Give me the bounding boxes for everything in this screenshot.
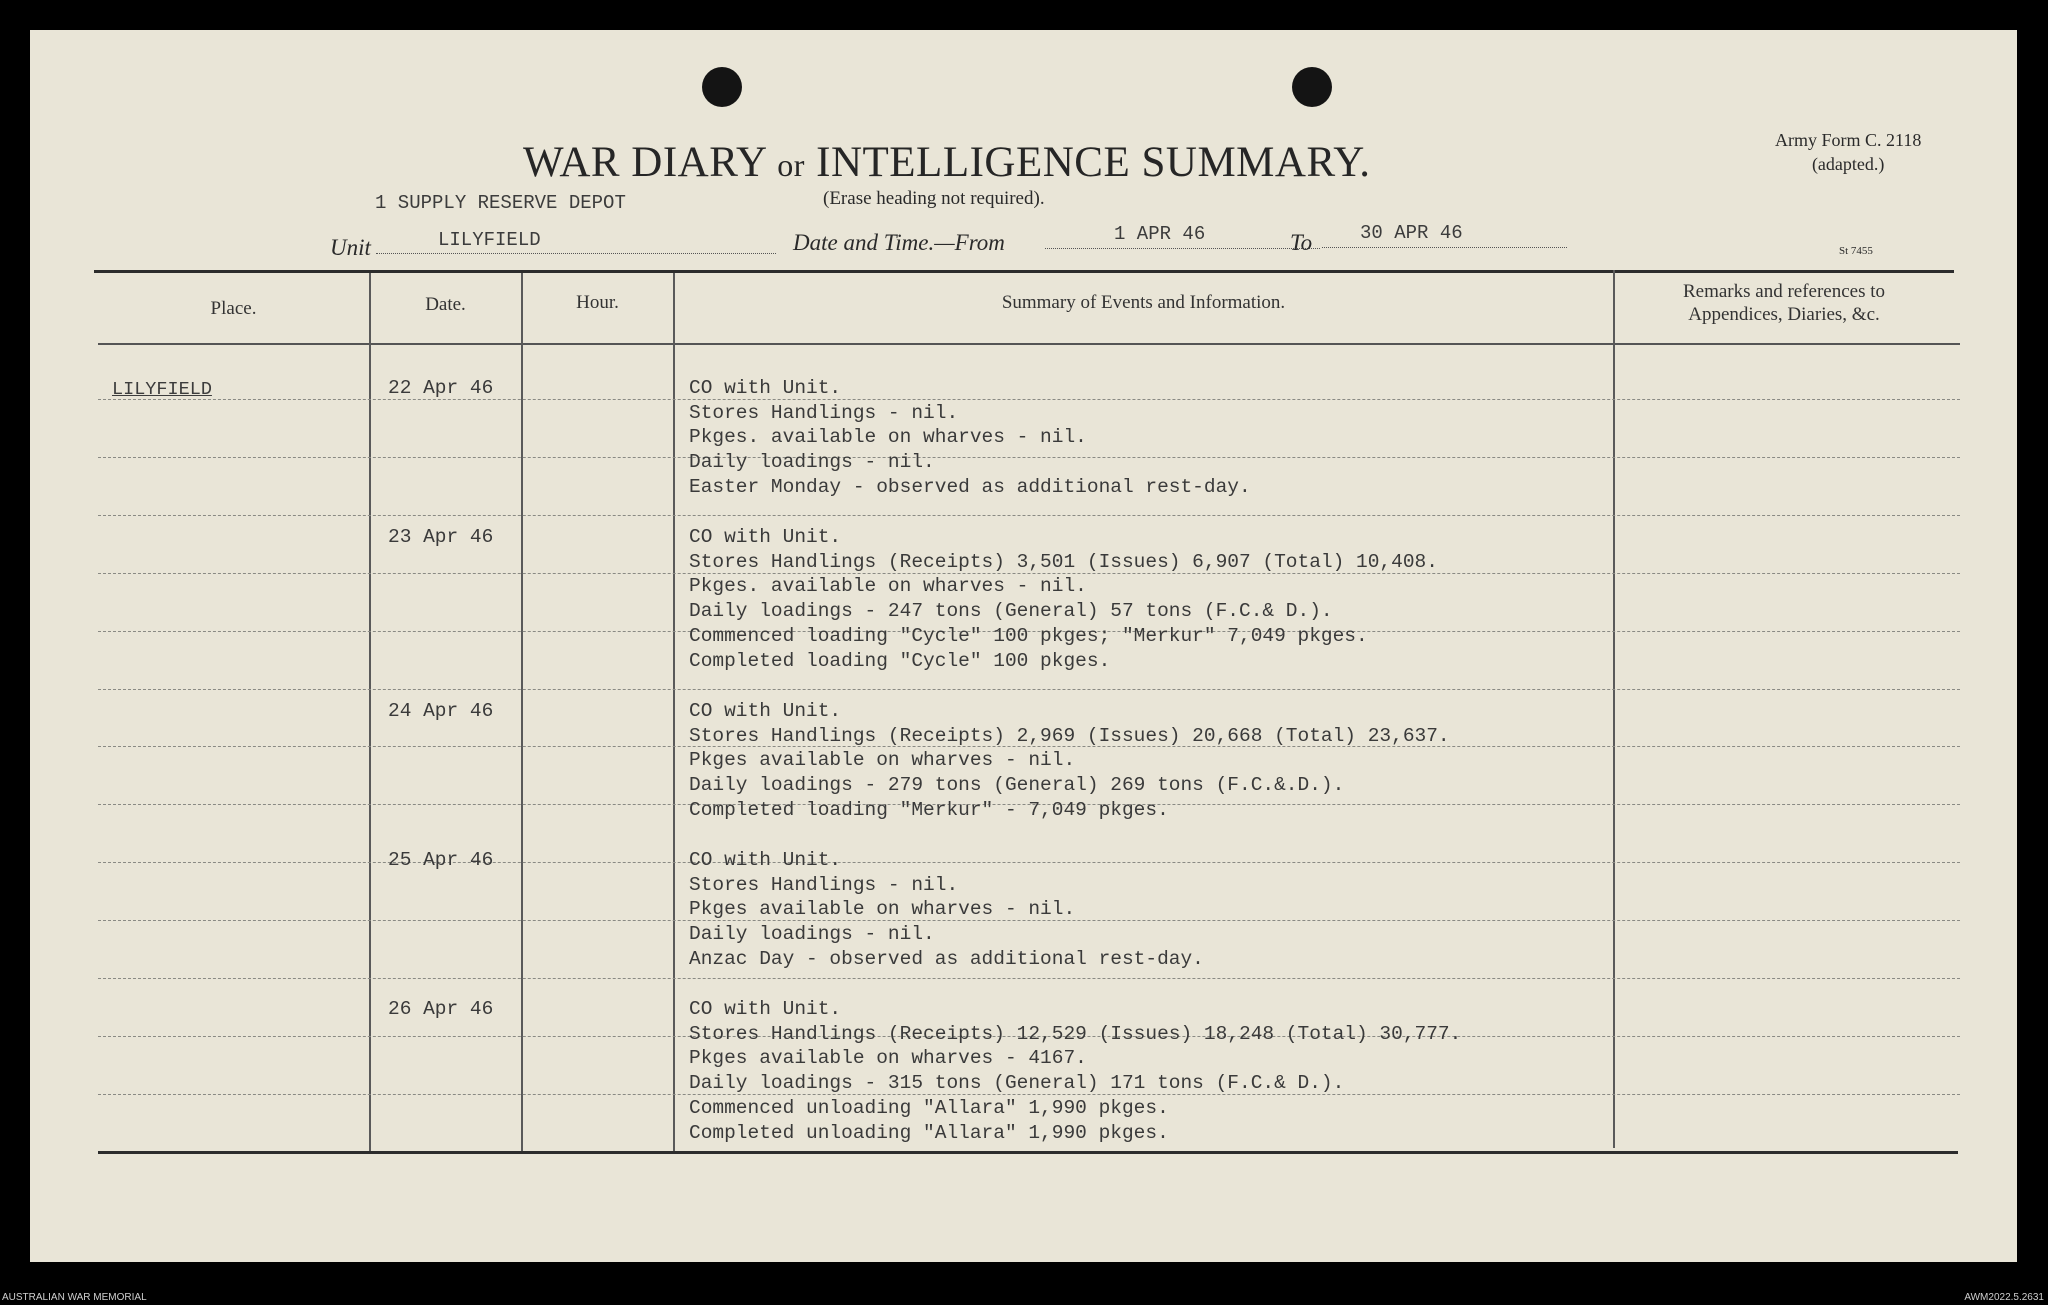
entry-text xyxy=(689,997,1461,1145)
stock-number: St 7455 xyxy=(1839,245,1873,257)
col-divider-place xyxy=(369,273,371,1151)
archive-credit: AUSTRALIAN WAR MEMORIAL xyxy=(2,1292,147,1303)
entry-date: 25 Apr 46 xyxy=(388,849,494,871)
army-form-number: Army Form C. 2118 (adapted.) xyxy=(1775,130,1922,174)
entry-line: Commenced loading "Cycle" 100 pkges; "Merkur" 7,049 pkges. xyxy=(689,624,1368,647)
to-label: To xyxy=(1290,230,1313,255)
unit-value: LILYFIELD xyxy=(438,229,541,251)
entry-line: Anzac Day - observed as additional rest-day. xyxy=(689,947,1204,970)
punch-hole-right xyxy=(1292,67,1332,107)
column-header-place: Place. xyxy=(210,298,257,319)
entry-line: CO with Unit. xyxy=(689,998,842,1020)
entry-line: Stores Handlings - nil. xyxy=(689,401,959,424)
punch-hole-left xyxy=(702,67,742,107)
entry-line: Completed loading "Cycle" 100 pkges. xyxy=(689,649,1111,672)
column-header-remarks: Remarks and references to Appendices, Diaries, &c. xyxy=(1682,281,1886,325)
entry-line: Daily loadings - 315 tons (General) 171 tons (F.C.& D.). xyxy=(689,1072,1345,1095)
row-rule xyxy=(98,978,1960,979)
entry-line: Commenced unloading "Allara" 1,990 pkges. xyxy=(689,1096,1169,1119)
row-rule xyxy=(98,515,1960,516)
entry-date: 26 Apr 46 xyxy=(388,998,494,1020)
entry-line: Pkges available on wharves - nil. xyxy=(689,749,1076,772)
header-rule xyxy=(98,343,1960,345)
entry-date: 23 Apr 46 xyxy=(388,526,494,548)
column-header-summary: Summary of Events and Information. xyxy=(1001,292,1286,313)
entry-text xyxy=(689,848,1204,972)
unit-name: 1 SUPPLY RESERVE DEPOT xyxy=(375,192,626,214)
entry-date: 22 Apr 46 xyxy=(388,377,494,399)
erase-note: (Erase heading not required). xyxy=(823,188,1045,209)
date-label: Date and Time.—From xyxy=(793,230,1005,255)
page-title: WAR DIARY or INTELLIGENCE SUMMARY. xyxy=(523,139,1371,186)
from-dotline xyxy=(1045,248,1320,249)
table-top-rule xyxy=(94,270,1954,273)
table-bottom-rule xyxy=(98,1151,1958,1154)
entry-line: CO with Unit. xyxy=(689,700,842,722)
entry-text xyxy=(689,376,1251,500)
entry-line: Stores Handlings - nil. xyxy=(689,873,959,896)
col-divider-summary xyxy=(1613,270,1615,1148)
place-value: LILYFIELD xyxy=(112,379,212,400)
entry-line: Stores Handlings (Receipts) 2,969 (Issues) 20,668 (Total) 23,637. xyxy=(689,724,1450,747)
to-value: 30 APR 46 xyxy=(1360,222,1463,244)
entry-line: Daily loadings - 247 tons (General) 57 tons (F.C.& D.). xyxy=(689,600,1333,623)
from-value: 1 APR 46 xyxy=(1114,223,1206,245)
archive-reference: AWM2022.5.2631 xyxy=(1964,1292,2044,1303)
entry-line: CO with Unit. xyxy=(689,526,842,548)
entry-line: Daily loadings - 279 tons (General) 269 tons (F.C.&.D.). xyxy=(689,774,1345,797)
entry-date: 24 Apr 46 xyxy=(388,700,494,722)
entry-line: CO with Unit. xyxy=(689,849,842,871)
entry-line: Daily loadings - nil. xyxy=(689,451,935,474)
unit-dotline xyxy=(376,253,776,254)
entry-line: Stores Handlings (Receipts) 12,529 (Issues) 18,248 (Total) 30,777. xyxy=(689,1022,1462,1045)
col-divider-date xyxy=(521,273,523,1151)
entry-text xyxy=(689,699,1450,823)
row-rule xyxy=(98,689,1960,690)
entry-line: Pkges. available on wharves - nil. xyxy=(689,575,1087,598)
column-header-date: Date. xyxy=(425,294,466,315)
diary-page xyxy=(30,30,2017,1262)
entry-text xyxy=(689,525,1438,673)
entry-line: Completed loading "Merkur" - 7,049 pkges. xyxy=(689,798,1169,821)
unit-label: Unit xyxy=(330,235,371,260)
entry-line: Daily loadings - nil. xyxy=(689,923,935,946)
to-dotline xyxy=(1322,247,1567,248)
entry-line: CO with Unit. xyxy=(689,377,842,399)
entry-line: Easter Monday - observed as additional rest-day. xyxy=(689,475,1251,498)
entry-line: Stores Handlings (Receipts) 3,501 (Issues) 6,907 (Total) 10,408. xyxy=(689,550,1438,573)
column-header-hour: Hour. xyxy=(576,292,619,313)
entry-line: Pkges available on wharves - nil. xyxy=(689,898,1076,921)
entry-line: Completed unloading "Allara" 1,990 pkges. xyxy=(689,1121,1169,1144)
entry-line: Pkges available on wharves - 4167. xyxy=(689,1047,1087,1070)
entry-line: Pkges. available on wharves - nil. xyxy=(689,426,1087,449)
col-divider-hour xyxy=(673,273,675,1151)
